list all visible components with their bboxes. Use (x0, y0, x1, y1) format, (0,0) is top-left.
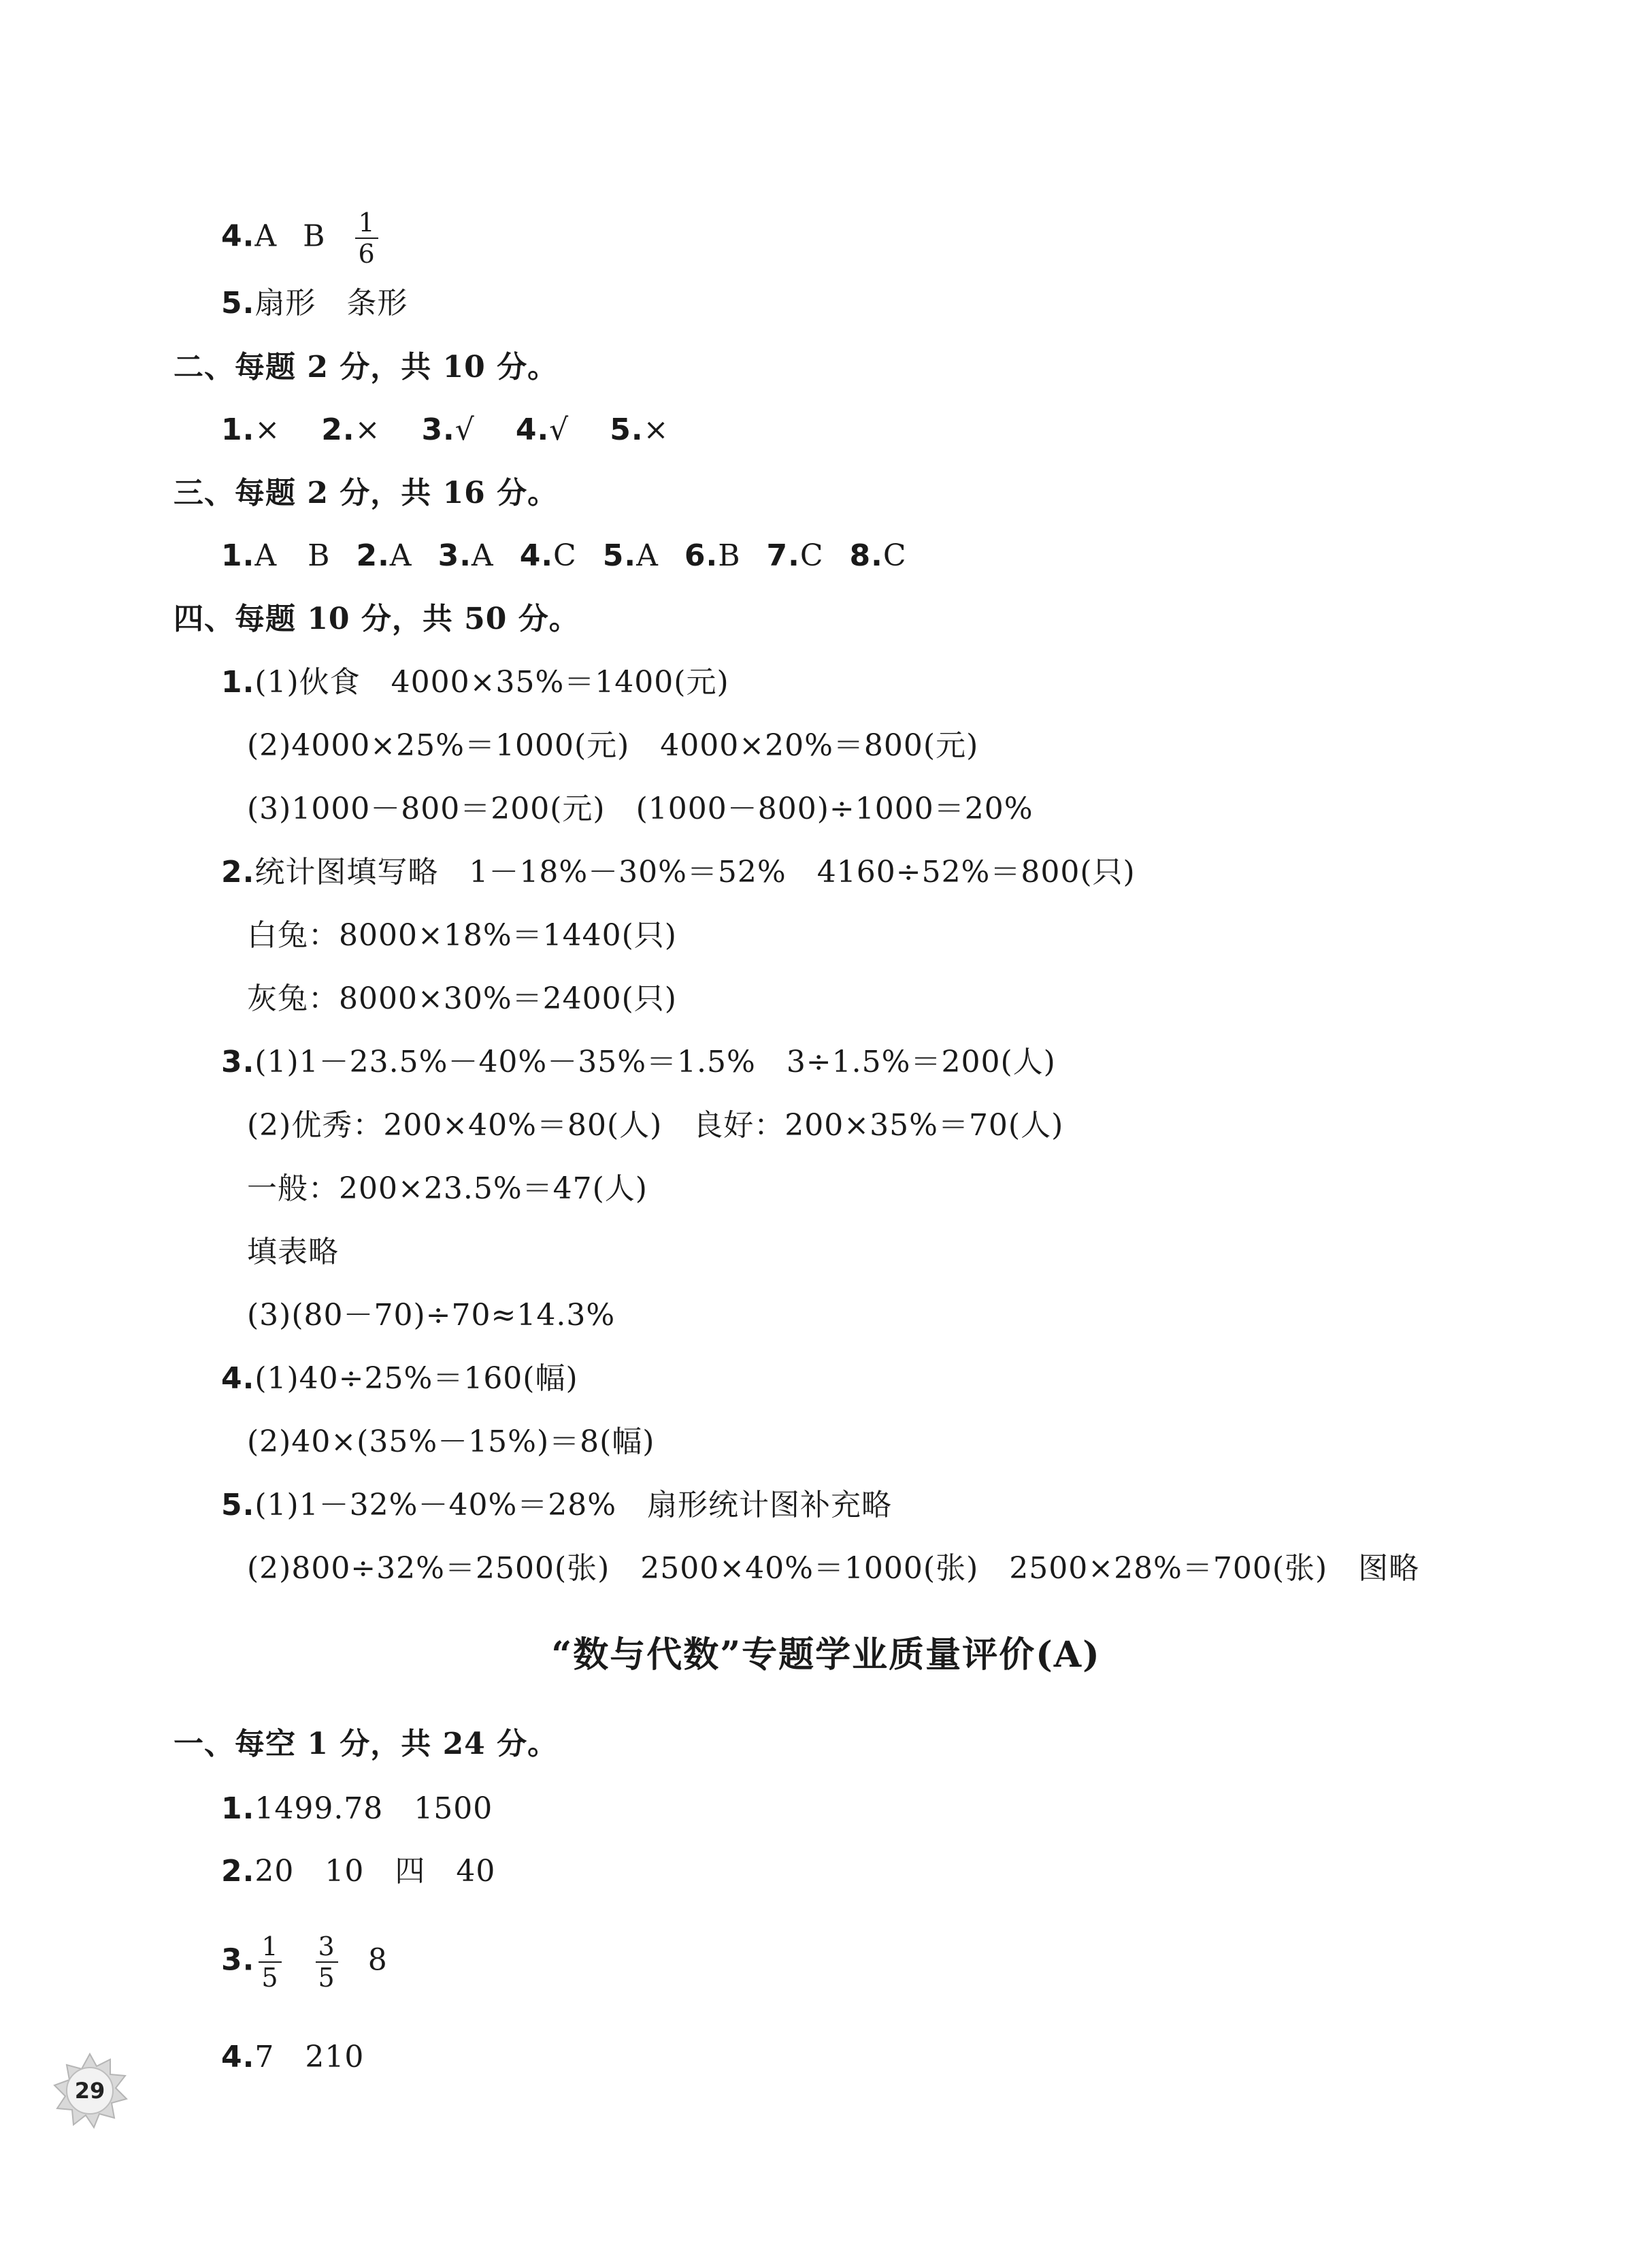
answer-line-b4: 4.7 210 (221, 2040, 365, 2074)
answer-line-q5-1: 5.(1)1－32%－40%＝28% 扇形统计图补充略 (221, 1488, 893, 1522)
answer-line-p4: 4.A B $\frac{1}{6}$ (221, 208, 382, 269)
answer-line-q1-2: (2)4000×25%＝1000(元) 4000×20%＝800(元) (247, 728, 979, 763)
answer-line-q1-1: 1.(1)伙食 4000×35%＝1400(元) (221, 665, 729, 700)
answer-line-q2-3: 灰兔：8000×30%＝2400(只) (247, 981, 677, 1016)
answer-line-q2-1: 2.统计图填写略 1－18%－30%＝52% 4160÷52%＝800(只) (221, 855, 1136, 890)
section-heading-b1: 一、每空 1 分，共 24 分。 (174, 1727, 559, 1761)
answer-line-q3-2: (2)优秀：200×40%＝80(人) 良好：200×35%＝70(人) (247, 1108, 1064, 1143)
answer-line-q4-1: 4.(1)40÷25%＝160(幅) (221, 1361, 578, 1396)
answer-line-p5: 5.扇形 条形 (221, 286, 408, 321)
answer-line-b3: 3. $\frac{1}{5}$ $\frac{3}{5}$ 8 (221, 1931, 388, 1993)
answer-line-q3-3: 一般：200×23.5%＝47(人) (247, 1171, 648, 1206)
fraction: $\frac{1}{5}$ (259, 1931, 281, 1993)
page-number-badge (49, 2050, 131, 2132)
section-heading-4: 四、每题 10 分，共 50 分。 (174, 602, 580, 636)
answer-line-q1-3: (3)1000－800＝200(元) (1000－800)÷1000＝20% (247, 792, 1034, 826)
answer-line-sec3: 1.A B 2.A 3.A 4.C 5.A 6.B 7.C 8.C (221, 538, 907, 573)
page-number: 29 (74, 2078, 105, 2104)
answer-line-sec2: 1.× 2.× 3.√ 4.√ 5.× (221, 412, 670, 447)
answer-line-q3-1: 3.(1)1－23.5%－40%－35%＝1.5% 3÷1.5%＝200(人) (221, 1045, 1056, 1079)
answer-line-q3-5: (3)(80－70)÷70≈14.3% (247, 1298, 616, 1333)
answer-line-q4-2: (2)40×(35%－15%)＝8(幅) (247, 1424, 655, 1459)
section-title: “数与代数”专题学业质量评价(A) (551, 1634, 1101, 1676)
section-heading-2: 二、每题 2 分，共 10 分。 (174, 350, 559, 385)
fraction: $\frac{1}{6}$ (355, 208, 378, 269)
section-heading-3: 三、每题 2 分，共 16 分。 (174, 476, 559, 510)
answer-line-q3-4: 填表略 (247, 1235, 339, 1269)
answer-line-q2-2: 白兔：8000×18%＝1440(只) (247, 918, 677, 953)
answer-line-b2: 2.20 10 四 40 (221, 1854, 496, 1889)
answer-line-q5-2: (2)800÷32%＝2500(张) 2500×40%＝1000(张) 2500×28%＝700(张) 图略 (247, 1551, 1420, 1586)
fraction: $\frac{3}{5}$ (316, 1931, 338, 1993)
answer-line-b1: 1.1499.78 1500 (221, 1791, 493, 1826)
